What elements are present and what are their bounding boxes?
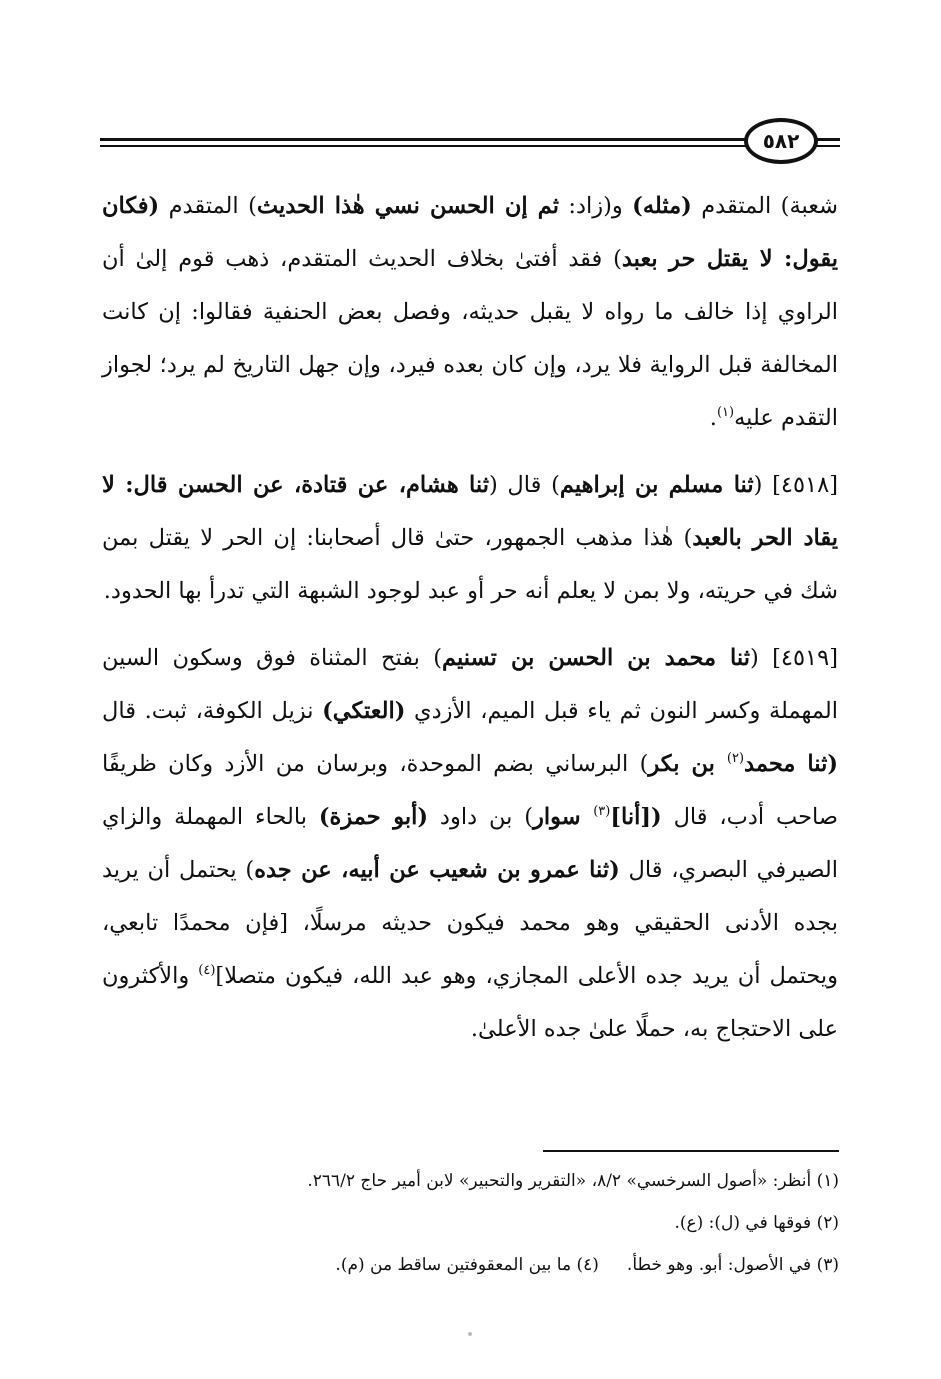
footnotes xyxy=(103,1160,839,1286)
page-number-badge: ٥٨٢ xyxy=(744,118,818,164)
text-run-bold: (فكان يقول: لا يقتل حر بعبد xyxy=(102,193,838,272)
header-rule-thick xyxy=(100,138,840,141)
text-run: . xyxy=(709,405,717,431)
main-text xyxy=(102,180,838,1070)
text-run: بالحاء المهملة والزاي الصيرفي البصري، قال xyxy=(102,804,838,883)
footnote-4: (٤) ما بين المعقوفتين ساقط من (م). xyxy=(335,1255,599,1275)
paragraph-3 xyxy=(102,632,838,1056)
text-run: ) بن داود xyxy=(428,804,534,830)
text-run: ) يحتمل أن يريد بجده الأدنى الحقيقي وهو محمد فيكون حديثه مرسلًا، [فإن محمدًا تابعي، ويحتمل أن يريد جده الأعلى المجازي، وهو عبد الله، فيكون متصلا] xyxy=(102,857,839,989)
footnote-ref-3[interactable]: (٣) xyxy=(593,804,611,819)
text-run-bold: (ثنا محمد xyxy=(744,751,838,777)
text-run-bold: ثم إن الحسن نسي هٰذا الحديث xyxy=(256,193,559,219)
text-run-bold: ثنا مسلم بن إبراهيم xyxy=(559,472,754,498)
text-run: ( xyxy=(753,472,773,498)
text-run-bold: بن بكر xyxy=(648,751,727,777)
text-run: ) فقد أفتىٰ بخلاف الحديث المتقدم، ذهب قوم إلىٰ أن الراوي إذا خالف ما رواه لا يقبل حديثه، وفصل بعض الحنفية فقالوا: إن كانت المخالفة قبل الرواية فلا يرد، وإن كان بعده فيرد، وإن جهل التاريخ لم يرد؛ لجواز التقدم عليه xyxy=(102,246,838,431)
text-run: نزيل الكوفة، ثبت. قال xyxy=(102,698,323,724)
text-run-bold: (أبو حمزة) xyxy=(318,804,429,830)
text-run: ) بفتح المثناة فوق وسكون السين المهملة وكسر النون ثم ياء قبل الميم، الأزدي xyxy=(102,645,838,724)
text-run-bold: ([أنا] xyxy=(610,804,662,830)
text-run: ) البرساني بضم الموحدة، وبرسان من الأزد وكان ظريفًا صاحب أدب، قال xyxy=(102,751,838,830)
text-run-bold: ثنا هشام، عن قتادة، عن الحسن قال: لا يقاد الحر بالعبد xyxy=(102,472,838,551)
footnote-3: (٣) في الأصول: أبو. وهو خطأ. xyxy=(626,1255,839,1275)
hadith-number: [٤٥١٨] xyxy=(772,472,838,498)
text-run: شعبة) المتقدم xyxy=(691,193,839,219)
text-run-bold: (مثله) xyxy=(632,193,692,219)
text-run-bold: ثنا محمد بن الحسن بن تسنيم xyxy=(442,645,750,671)
text-run: ( xyxy=(749,645,773,671)
paragraph-2 xyxy=(102,459,838,618)
header-rule-thin xyxy=(100,145,840,147)
text-run-bold: (ثنا عمرو بن شعيب عن أبيه، عن جده xyxy=(254,857,620,883)
footnote-1: (١) أنظر: «أصول السرخسي» ٨/٢، «التقرير والتحبير» لابن أمير حاج ٢٦٦/٢. xyxy=(307,1171,839,1191)
paragraph-1 xyxy=(102,180,838,445)
text-run-bold: سوار xyxy=(533,804,594,830)
footnote-ref-1[interactable]: (١) xyxy=(716,405,735,420)
page-header xyxy=(100,118,840,164)
footnote-ref-4[interactable]: (٤) xyxy=(198,963,216,978)
hadith-number: [٤٥١٩] xyxy=(772,645,838,671)
footnote-ref-2[interactable]: (٢) xyxy=(726,751,745,766)
text-run: ) المتقدم xyxy=(159,193,257,219)
text-run: والأكثرون على الاحتجاج به، حملًا علىٰ جده الأعلىٰ. xyxy=(102,963,838,1042)
footnote-row xyxy=(103,1244,839,1286)
page-speck xyxy=(468,1332,472,1336)
text-run: و(زاد: xyxy=(558,193,633,219)
text-run: ) هٰذا مذهب الجمهور، حتىٰ قال أصحابنا: إن الحر لا يقتل بمن شك في حريته، ولا بمن لا يعلم أنه حر أو عبد لوجود الشبهة التي تدرأ بها الحدود. xyxy=(102,525,838,604)
text-run: ) قال ( xyxy=(488,472,560,498)
text-run-bold: (العتكي) xyxy=(322,698,406,724)
footnote-2: (٢) فوقها في (ل): (ع). xyxy=(674,1213,839,1233)
footnote-separator xyxy=(543,1150,839,1152)
